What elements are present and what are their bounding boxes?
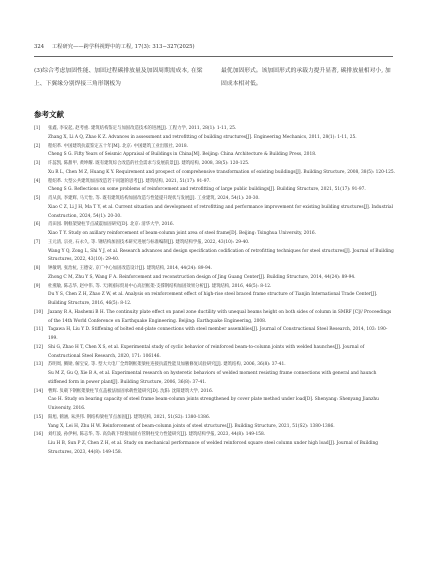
reference-item bbox=[34, 239, 396, 248]
reference-item bbox=[34, 370, 396, 388]
reference-item bbox=[34, 178, 396, 187]
reference-text: 刘红波, 孙伊柯, 陈志华, 等. 高负载下焊接加固方管钢柱受力性能研究[J]. 建筑结构学报, 2023, 44(8): 149-158. bbox=[48, 432, 266, 438]
reference-item bbox=[34, 326, 396, 344]
reference-index: [12] bbox=[34, 344, 43, 350]
reference-text: 张鑫, 李安起, 赵考重. 建筑结构鉴定与加固改造技术的进展[J]. 工程力学, 2011, 28(1): 1-11, 25. bbox=[48, 126, 237, 131]
reference-text: Zhang X, Li A Q, Zhao K Z. Advances in assessment and retrofitting of building structures[J]. Engineering Mechanics, 2011, 28(1): 1-11, 25. bbox=[48, 134, 357, 140]
reference-index: [8] bbox=[34, 266, 41, 271]
reference-text: Cheng S G. Reflections on some problems of reinforcement and retrofitting of large public buildings[J]. Building Structure, 2021, 51(17): 91-97. bbox=[48, 187, 366, 193]
reference-item bbox=[34, 309, 396, 327]
conclusion-right-column: 最优加固形式。该加固形式的承载力提升显著, 碳排放量相对小, 加固成本相对低。 bbox=[221, 68, 391, 87]
reference-item bbox=[34, 151, 396, 160]
reference-item bbox=[34, 195, 396, 204]
reference-item bbox=[34, 283, 396, 292]
reference-text: 曹辉. 负载下钢框架梁柱节点盖板法加固承载性能研究[D]. 沈阳: 沈阳建筑大学, 2016. bbox=[48, 388, 214, 394]
reference-item bbox=[34, 291, 396, 309]
reference-index: [5] bbox=[34, 196, 41, 201]
reference-item bbox=[34, 169, 396, 178]
reference-index bbox=[34, 186, 48, 195]
reference-index: [14] bbox=[34, 388, 43, 394]
reference-item bbox=[34, 230, 396, 239]
reference-text: Xiao T Y. Study on axillary reinforcement of beam-column joint area of steel frame[D]. Beijing: Tsinghua University, 2016. bbox=[48, 231, 317, 236]
reference-text: 杜燕敏, 陈志华, 赵中伟, 等. 天津国际贸易中心高层框架-支撑钢结构加固效果分析[J]. 建筑结构, 2016, 46(5): 8-12. bbox=[48, 283, 272, 289]
reference-text: Wang Y Q, Zong L, Shi Y J, et al. Research advances and design specification codification of retrofitting techniques for steel structures[J]. Journal of Building Structures, 2022, 43(10): 29-40. bbox=[48, 248, 394, 263]
reference-text: Zhong C M, Zhu Y S, Wang F A. Reinforcement and reconstruction design of Jing Guang Center[J]. Building Structure, 2014, 44(24): 89-94. bbox=[48, 274, 356, 280]
reference-item bbox=[34, 396, 396, 414]
reference-index: [6] bbox=[34, 222, 41, 228]
reference-index bbox=[34, 370, 48, 388]
reference-index bbox=[34, 169, 48, 178]
reference-text: Shi G, Zhao H T, Chen X S, et al. Experimental study of cyclic behavior of reinforced beam-to-column joints with welded haunches[J]. Journal of Constructional Steel Research, 2020, 171: 106146. bbox=[48, 344, 365, 359]
reference-index: [9] bbox=[34, 283, 41, 289]
reference-text: Su M Z, Gu Q, Xie B A, et al. Experimental research on hysteretic behaviors of welded moment resisting frame connections with general and haunch stiffened form in power plant[J]. Building Structure, 2006, 36(8): 37-41. bbox=[48, 371, 377, 385]
reference-text: Cheng S G. Fifty Years of Seismic Appraisal of Buildings in China[M]. Beijing: China Architecture & Building Press, 2018. bbox=[48, 152, 317, 158]
reference-item bbox=[34, 265, 396, 274]
header-rule bbox=[34, 56, 393, 57]
reference-text: Xu R L, Chen M Z, Huang K Y. Requirement and prospect of comprehensive transformation of existing buildings[J]. Building Structure, 2008, 38(5): 120-125. bbox=[48, 169, 395, 175]
reference-text: Liu H B, Sun P Z, Chen Z H, et al. Study on mechanical performance of welded reinforced square steel column under high load[J]. Journal of Building Structures, 2023, 44(8): 149-158. bbox=[48, 441, 379, 455]
reference-item bbox=[34, 160, 396, 169]
reference-item bbox=[34, 143, 396, 152]
reference-index: [11] bbox=[34, 327, 43, 333]
reference-text: 苏明周, 腾勋, 解宝安, 等. 型大大电厂全焊钢框架梁柱连接抗震性能及加腋修复试验研究[J]. 建筑结构, 2006, 36(8): 37-41. bbox=[48, 362, 286, 368]
reference-item bbox=[34, 388, 396, 397]
reference-text: 钟敏明, 张治杭, 王德安, 京广中心加固改造设计[J]. 建筑结构, 2014, 44(24): 89-94. bbox=[48, 266, 212, 271]
reference-index bbox=[34, 274, 48, 283]
reference-text: 程绍革. 中国建筑抗震鉴定五十年[M]. 北京: 中国建筑工业出版社, 2018. bbox=[48, 143, 188, 149]
reference-index bbox=[34, 248, 48, 266]
reference-item bbox=[34, 414, 396, 423]
reference-index: [13] bbox=[34, 362, 43, 368]
running-header bbox=[34, 41, 393, 53]
reference-text: Tagawa H, Liu Y D. Stiffening of bolted end-plate connections with steel member assemblies[J]. Journal of Constructional Steel Research, 2014, 103: 190-199. bbox=[48, 327, 388, 341]
reference-item bbox=[34, 204, 396, 222]
conclusion-left-column: (3)综合考虑加固性能、加固过程碳排放量及加固周期需成本, 在梁上、下翼缘分别焊接三角形钢板为 bbox=[34, 68, 203, 87]
reference-index: [3] bbox=[34, 161, 41, 166]
reference-index bbox=[34, 291, 48, 309]
reference-item bbox=[34, 431, 396, 440]
reference-index bbox=[34, 440, 48, 458]
reference-item bbox=[34, 134, 396, 143]
reference-text: Jazany R A, Hashemi B H. The continuity plate effect on panel zone ductility with unequal beams height on both sides of column in SMRF [C]// Proceedings of the 14th World Conference on Earthquake Engineering. Beijing: Earthquake Engineering, 2008. bbox=[48, 309, 392, 324]
reference-text: 肖田园. 钢框架梁柱节点减震加固研究[D]. 北京: 清华大学, 2016. bbox=[48, 222, 174, 228]
reference-text: 程绍革. 大型公共建筑加固改造若干问题的思考[J]. 建筑结构, 2021, 51(17): 91-97. bbox=[48, 178, 211, 184]
reference-index: [2] bbox=[34, 143, 41, 149]
reference-item bbox=[34, 361, 396, 370]
references-heading: 参考文献 bbox=[34, 110, 64, 119]
page-number: 324 bbox=[34, 44, 45, 50]
reference-index: [10] bbox=[34, 309, 43, 315]
reference-item bbox=[34, 274, 396, 283]
reference-text: Du Y S, Chen Z H, Zhao Z W, et al. Analysis on reinforcement effect of high-rise steel braced frame structure of Tianjin International Trade Center[J]. Building Structure, 2016, 46(5): 8-12. bbox=[48, 292, 378, 306]
reference-index: [15] bbox=[34, 414, 43, 420]
reference-item bbox=[34, 221, 396, 230]
reference-text: Yang X, Lei H, Zhu H W. Reinforcement of beam-column joints of steel structures[J]. Building Structure, 2021, 51(S2): 1380-1386. bbox=[48, 423, 335, 429]
reference-index bbox=[34, 423, 48, 432]
reference-text: Cao H. Study on bearing capacity of steel frame beam-column joints strengthened by cover plate method under load[D]. Shenyang: Shenyang Jianzhu University, 2016. bbox=[48, 397, 379, 411]
reference-item bbox=[34, 440, 396, 458]
reference-index bbox=[34, 230, 48, 239]
reference-text: 王元清, 宗亮, 石永久, 等. 钢结构加固技术研究进展与标准编制[J]. 建筑结构学报, 2022, 43(10): 29-40. bbox=[48, 239, 250, 245]
reference-index bbox=[34, 204, 48, 222]
reference-text: 许蕊凯, 陈甜甲, 黄坤耀. 既有建筑综合改造的社会需求与发展前景[J]. 建筑结构, 2008, 38(5): 120-125. bbox=[48, 161, 250, 166]
reference-index bbox=[34, 134, 48, 143]
reference-item bbox=[34, 248, 396, 266]
conclusion-text bbox=[34, 65, 393, 90]
reference-item bbox=[34, 423, 396, 432]
reference-index bbox=[34, 396, 48, 414]
reference-list bbox=[34, 125, 396, 458]
reference-text: 肖从真, 李建辉, 马天怡, 等. 既有建筑结构加固改造与性能提升现状与发展[J]. 工业建筑, 2024, 54(1): 20-30. bbox=[48, 196, 260, 201]
reference-item bbox=[34, 186, 396, 195]
journal-citation: 工程研究——跨学科视野中的工程, 17(3): 313−327(2025) bbox=[51, 44, 195, 50]
reference-index bbox=[34, 151, 48, 160]
reference-text: Xiao C Z, Li J H, Ma T Y, et al. Current situation and development of retrofitting and performance improvement for existing building structures[J]. Industrial Construction, 2024, 54(1): 20-30. bbox=[48, 204, 393, 219]
reference-index: [4] bbox=[34, 178, 41, 184]
reference-item bbox=[34, 344, 396, 362]
reference-index: [1] bbox=[34, 126, 41, 131]
reference-index: [16] bbox=[34, 432, 43, 438]
reference-text: 阳旭, 鹤涵, 朱洪伟. 钢结构梁柱节点加固[J]. 建筑结构, 2021, 51(S2): 1380-1386. bbox=[48, 414, 211, 420]
reference-index: [7] bbox=[34, 239, 41, 245]
reference-item bbox=[34, 125, 396, 134]
